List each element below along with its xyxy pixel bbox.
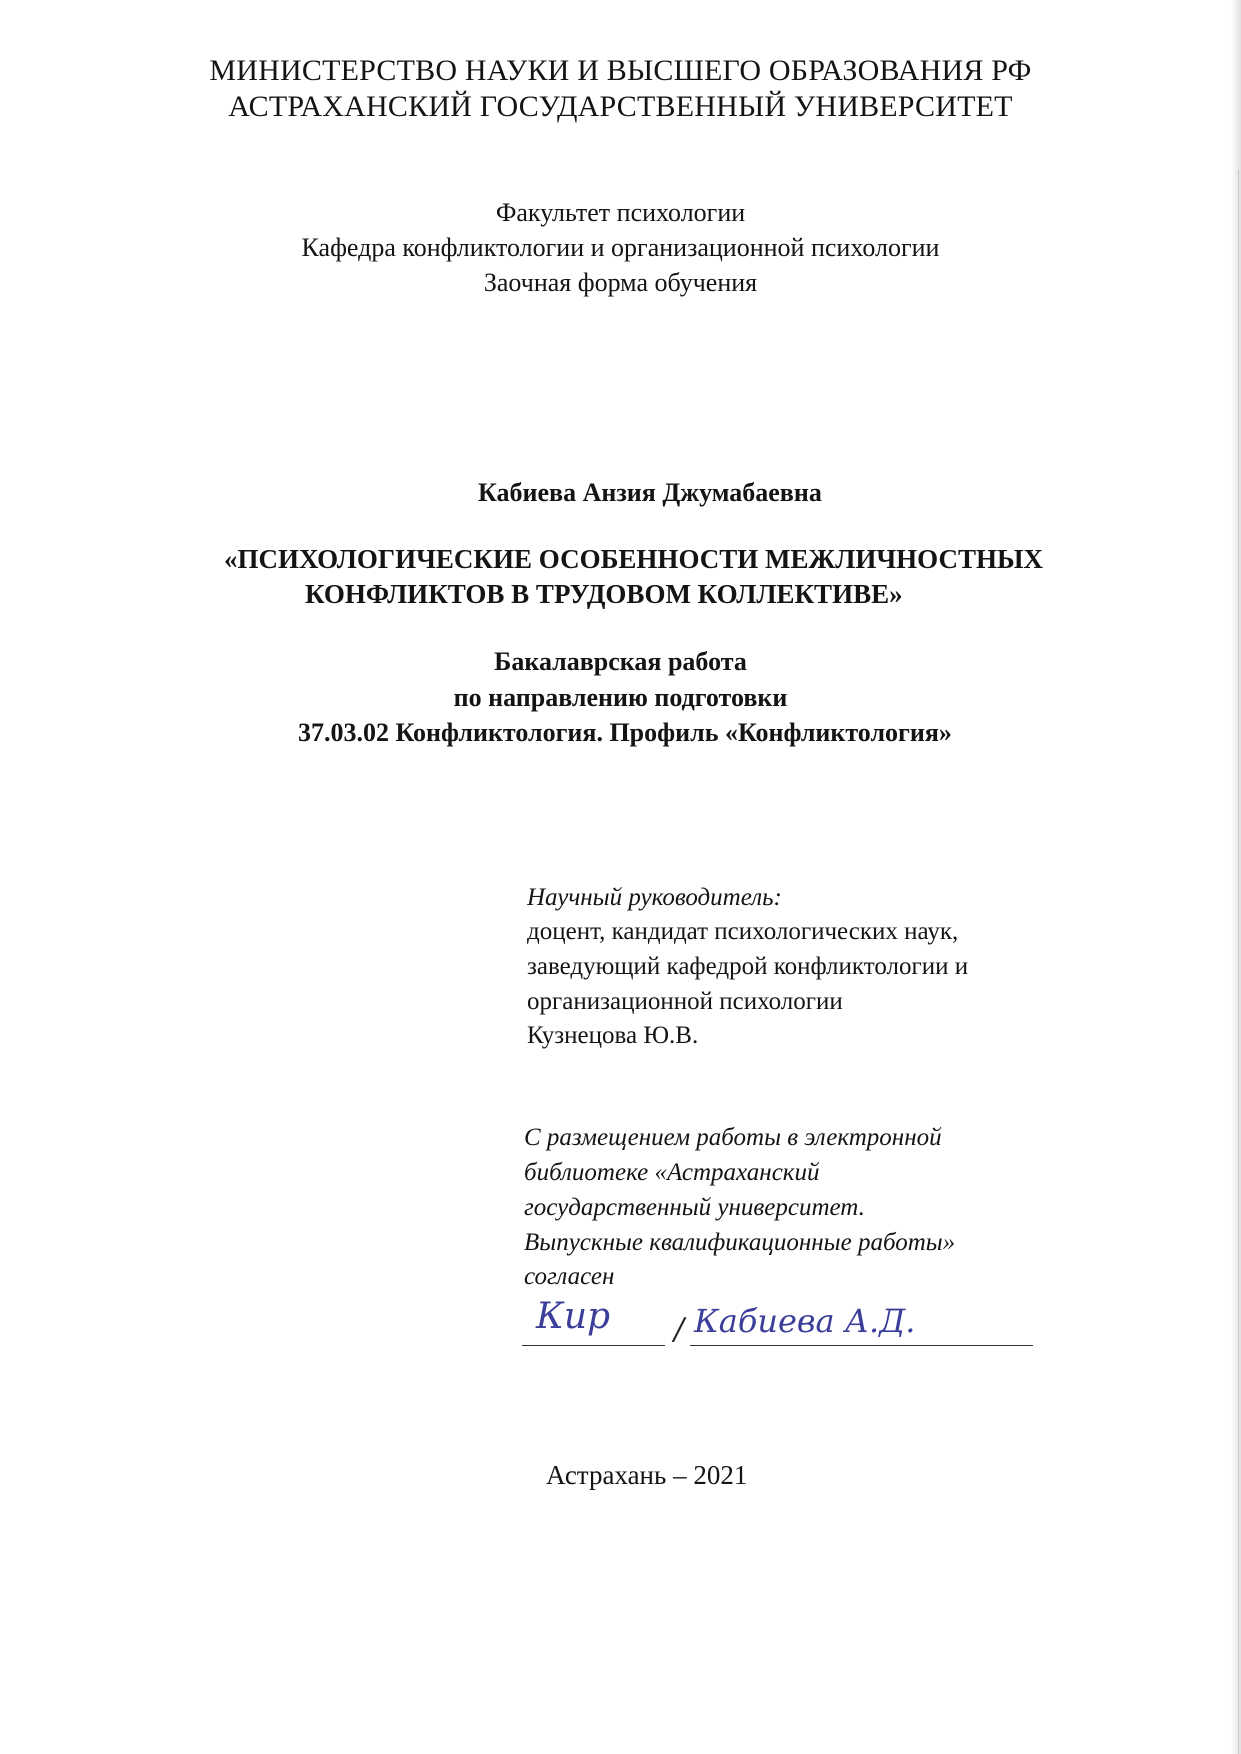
work-direction: по направлению подготовки [453,683,788,712]
work-type: Бакалаврская работа [494,647,747,676]
department-name: Кафедра конфликтологии и организационной психологии [301,233,940,262]
consent-line5: согласен [524,1263,615,1290]
signature-separator: / [674,1312,685,1347]
study-form: Заочная форма обучения [483,268,758,297]
handwritten-signature: Кир [536,1296,611,1337]
thesis-title-line2: КОНФЛИКТОВ В ТРУДОВОМ КОЛЛЕКТИВЕ» [305,579,903,609]
supervisor-position-cont: организационной психологии [527,988,843,1015]
name-underline [690,1345,1033,1346]
university-name: АСТРАХАНСКИЙ ГОСУДАРСТВЕННЫЙ УНИВЕРСИТЕТ [228,90,1013,123]
consent-line1: С размещением работы в электронной [524,1124,942,1151]
signature-underline [522,1345,665,1346]
supervisor-position: заведующий кафедрой конфликтологии и [527,953,969,980]
work-specialty: 37.03.02 Конфликтология. Профиль «Конфликтология» [298,718,952,747]
page-edge [1238,170,1239,1754]
ministry-name: МИНИСТЕРСТВО НАУКИ И ВЫСШЕГО ОБРАЗОВАНИЯ РФ [209,54,1032,87]
supervisor-name: Кузнецова Ю.В. [527,1022,699,1049]
thesis-title-line1: «ПСИХОЛОГИЧЕСКИЕ ОСОБЕННОСТИ МЕЖЛИЧНОСТНЫХ [224,544,1044,574]
author-name: Кабиева Анзия Джумабаевна [478,478,822,507]
supervisor-degree: доцент, кандидат психологических наук, [527,918,959,945]
page-shadow [1231,0,1241,1754]
supervisor-label: Научный руководитель: [527,884,782,911]
consent-line3: государственный университет. [524,1194,865,1221]
handwritten-name: Кабиева А.Д. [694,1302,916,1340]
consent-line4: Выпускные квалификационные работы» [524,1229,956,1256]
consent-line2: библиотеке «Астраханский [524,1159,820,1186]
city-year: Астрахань – 2021 [546,1460,748,1490]
faculty-name: Факультет психологии [495,198,746,227]
